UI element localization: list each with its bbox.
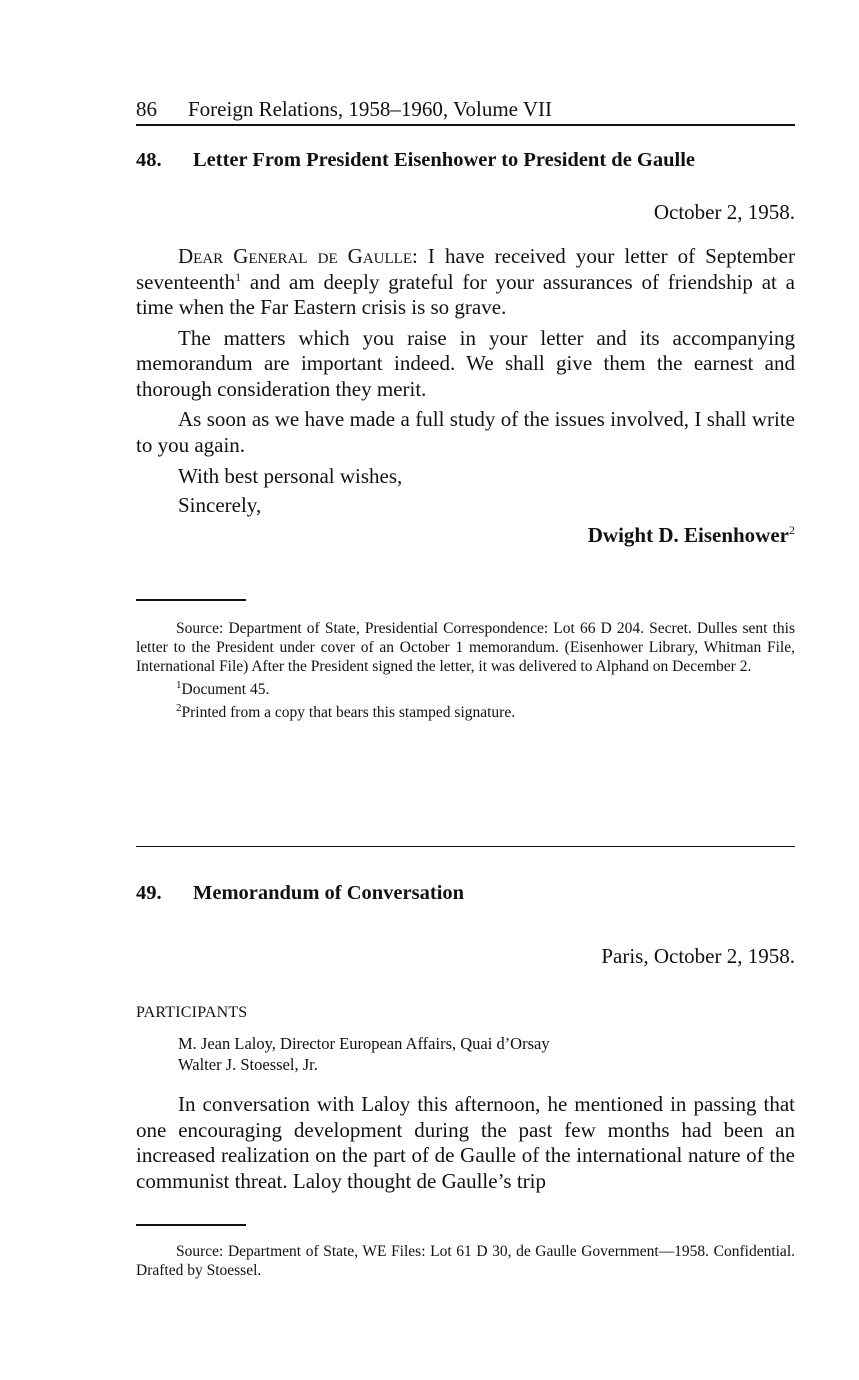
doc48-date: October 2, 1958. — [653, 200, 795, 224]
participants-label: PARTICIPANTS — [136, 1004, 248, 1021]
doc49-source-note: Source: Department of State, WE Files: Lot 61 D 30, de Gaulle Government—1958. Confidential. Drafted by Stoessel. — [136, 1243, 795, 1279]
closing-wishes: With best personal wishes, — [178, 464, 403, 488]
doc49-footnote-rule — [136, 1224, 246, 1226]
footnote-2 — [136, 703, 795, 722]
doc49-paragraph-1: In conversation with Laloy this afternoon, he mentioned in passing that one encouraging development during the past few months had been an increased realization on the part of de Gaulle of the international nature of the communist threat. Laloy thought de Gaulle’s trip — [136, 1092, 795, 1193]
doc49-footnotes — [136, 1242, 795, 1280]
doc48-body — [136, 244, 795, 458]
doc49-date: Paris, October 2, 1958. — [601, 944, 795, 968]
footnote-ref-1: 1 — [235, 269, 242, 284]
doc48-number: 48. — [136, 149, 162, 171]
volume-title: Foreign Relations, 1958–1960, Volume VII — [188, 97, 552, 121]
doc49-heading — [136, 880, 795, 906]
footnote-ref-2: 2 — [789, 523, 795, 537]
footnote-2-mark: 2 — [176, 701, 182, 714]
doc49-title: Memorandum of Conversation — [193, 882, 465, 904]
doc48-footnotes — [136, 619, 795, 722]
doc48-title: Letter From President Eisenhower to President de Gaulle — [193, 149, 695, 171]
doc48-paragraph-2: The matters which you raise in your letter and its accompanying memorandum are important indeed. We shall give them the earnest and thorough consideration they merit. — [136, 325, 795, 401]
participant-2: Walter J. Stoessel, Jr. — [178, 1055, 318, 1074]
running-header — [136, 96, 795, 126]
doc49-body — [136, 1092, 795, 1194]
doc48-paragraph-1-text-b: and am deeply grateful for your assurances of friendship at a time when the Far Eastern crisis is so grave. — [136, 269, 795, 319]
signature-name: Dwight D. Eisenhower — [587, 523, 789, 547]
salutation: Dear General de Gaulle: — [178, 244, 418, 268]
footnote-2-text: Printed from a copy that bears this stamped signature. — [181, 704, 516, 721]
document-page — [136, 0, 795, 1380]
section-divider — [136, 846, 795, 847]
closing-sincerely: Sincerely, — [178, 493, 262, 517]
footnote-1 — [136, 680, 795, 699]
page-number: 86 — [136, 97, 157, 121]
participant-1: M. Jean Laloy, Director European Affairs, Quai d’Orsay — [178, 1034, 550, 1053]
doc48-heading — [136, 147, 795, 173]
doc48-paragraph-1-text-a: I have received your letter of September seventeenth — [136, 244, 795, 294]
doc49-number: 49. — [136, 882, 162, 904]
footnote-rule — [136, 599, 246, 601]
doc48-source-note: Source: Department of State, Presidential Correspondence: Lot 66 D 204. Secret. Dulles sent this letter to the President under cover of an October 1 memorandum. (Eisenhower Library, Whitman File, International File) After the President signed the letter, it was delivered to Alphand on December 2. — [136, 620, 795, 675]
doc48-paragraph-3: As soon as we have made a full study of the issues involved, I shall write to you again. — [136, 407, 795, 457]
footnote-1-text: Document 45. — [181, 681, 270, 698]
signature — [588, 522, 795, 548]
footnote-1-mark: 1 — [176, 678, 182, 691]
doc48-paragraph-1 — [136, 244, 795, 321]
